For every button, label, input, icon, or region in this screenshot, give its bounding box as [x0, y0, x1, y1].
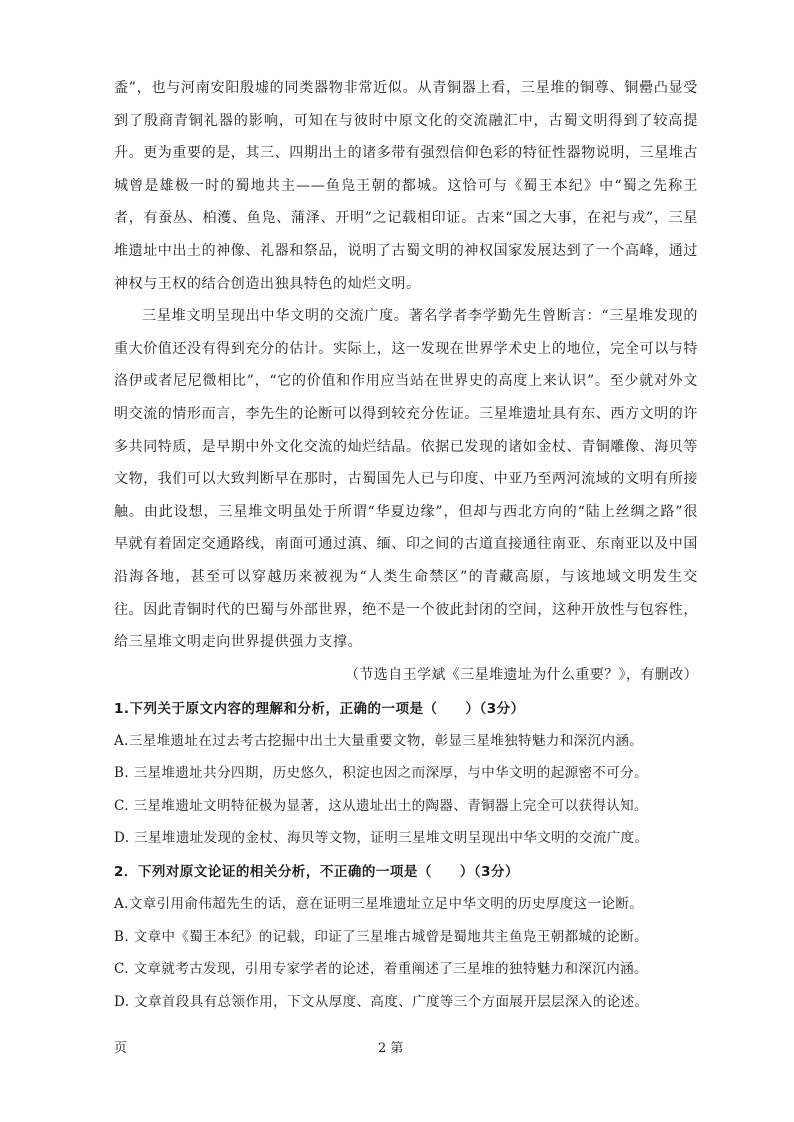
page-content [114, 72, 698, 1018]
question-1 [114, 693, 698, 855]
question-1-option-c: C. 三星堆遗址文明特征极为显著，这从遗址出土的陶器、青铜器上完全可以获得认知。 [114, 797, 648, 814]
article-source-note: （节选自王学斌《三星堆遗址为什么重要？》，有删改） [345, 666, 698, 683]
question-2-option-d: D. 文章首段具有总领作用，下文从厚度、高度、广度等三个方面展开层层深入的论述。 [114, 993, 649, 1010]
question-1-stem: 1.下列关于原文内容的理解和分析，正确的一项是（ ）（3分） [114, 700, 525, 717]
article-paragraph-1: 盉”，也与河南安阳殷墟的同类器物非常近似。从青铜器上看，三星堆的铜尊、铜罍凸显受到了殷商青铜礼器的影响，可知在与彼时中原文化的交流融汇中，古蜀文明得到了较高提升。更为重要的是，其三、四期出土的诸多带有强烈信仰色彩的特征性器物说明，三星堆古城曾是雄极一时的蜀地共主——鱼凫王朝的都城。这恰可与《蜀王本纪》中“蜀之先称王者，有蚕丛、柏濩、鱼凫、蒲泽、开明”之记载相印证。古来“国之大事，在祀与戎”，三星堆遗址中出土的神像、礼器和祭品，说明了古蜀文明的神权国家发展达到了一个高峰，通过神权与王权的结合创造出独具特色的灿烂文明。 [114, 80, 698, 292]
question-2 [114, 856, 698, 1018]
question-2-option-c: C. 文章就考古发现，引用专家学者的论述，着重阐述了三星堆的独特魅力和深沉内涵。 [114, 961, 648, 978]
question-1-option-a: A.三星堆遗址在过去考古挖掘中出土大量重要文物，彰显三星堆独特魅力和深沉内涵。 [114, 732, 644, 749]
question-1-option-d: D. 三星堆遗址发现的金杖、海贝等文物，证明三星堆文明呈现出中华文明的交流广度。 [114, 829, 649, 846]
page-number: 2 第 [378, 1041, 404, 1056]
question-2-option-b: B. 文章中《蜀王本纪》的记载，印证了三星堆古城曾是蜀地共主鱼凫王朝都城的论断。 [114, 928, 649, 945]
article-paragraph-2: 三星堆文明呈现出中华文明的交流广度。著名学者李学勤先生曾断言：“三星堆发现的重大价值还没有得到充分的估计。实际上，这一发现在世界学术史上的地位，完全可以与特洛伊或者尼尼微相比”，“它的价值和作用应当站在世界史的高度上来认识”。至少就对外文明交流的情形而言，李先生的论断可以得到较充分佐证。三星堆遗址具有东、西方文明的许多共同特质，是早期中外文化交流的灿烂结晶。依据已发现的诸如金杖、青铜雕像、海贝等文物，我们可以大致判断早在那时，古蜀国先人已与印度、中亚乃至两河流域的文明有所接触。由此设想，三星堆文明虽处于所谓“华夏边缘”，但却与西北方向的“陆上丝绸之路”很早就有着固定交通路线，南面可通过滇、缅、印之间的古道直接通往南亚、东南亚以及中国沿海各地，甚至可以穿越历来被视为“人类生命禁区”的青藏高原，与该地域文明发生交往。因此青铜时代的巴蜀与外部世界，绝不是一个彼此封闭的空间，这种开放性与包容性，给三星堆文明走向世界提供强力支撑。 [114, 308, 698, 651]
page-footer-left: 页 [114, 1041, 128, 1056]
question-2-stem: 2．下列对原文论证的相关分析，不正确的一项是（ ）（3分） [114, 864, 520, 881]
question-2-option-a: A.文章引用俞伟超先生的话，意在证明三星堆遗址立足中华文明的历史厚度这一论断。 [114, 896, 644, 913]
question-1-option-b: B. 三星堆遗址共分四期，历史悠久，积淀也因之而深厚，与中华文明的起源密不可分。 [114, 765, 649, 782]
